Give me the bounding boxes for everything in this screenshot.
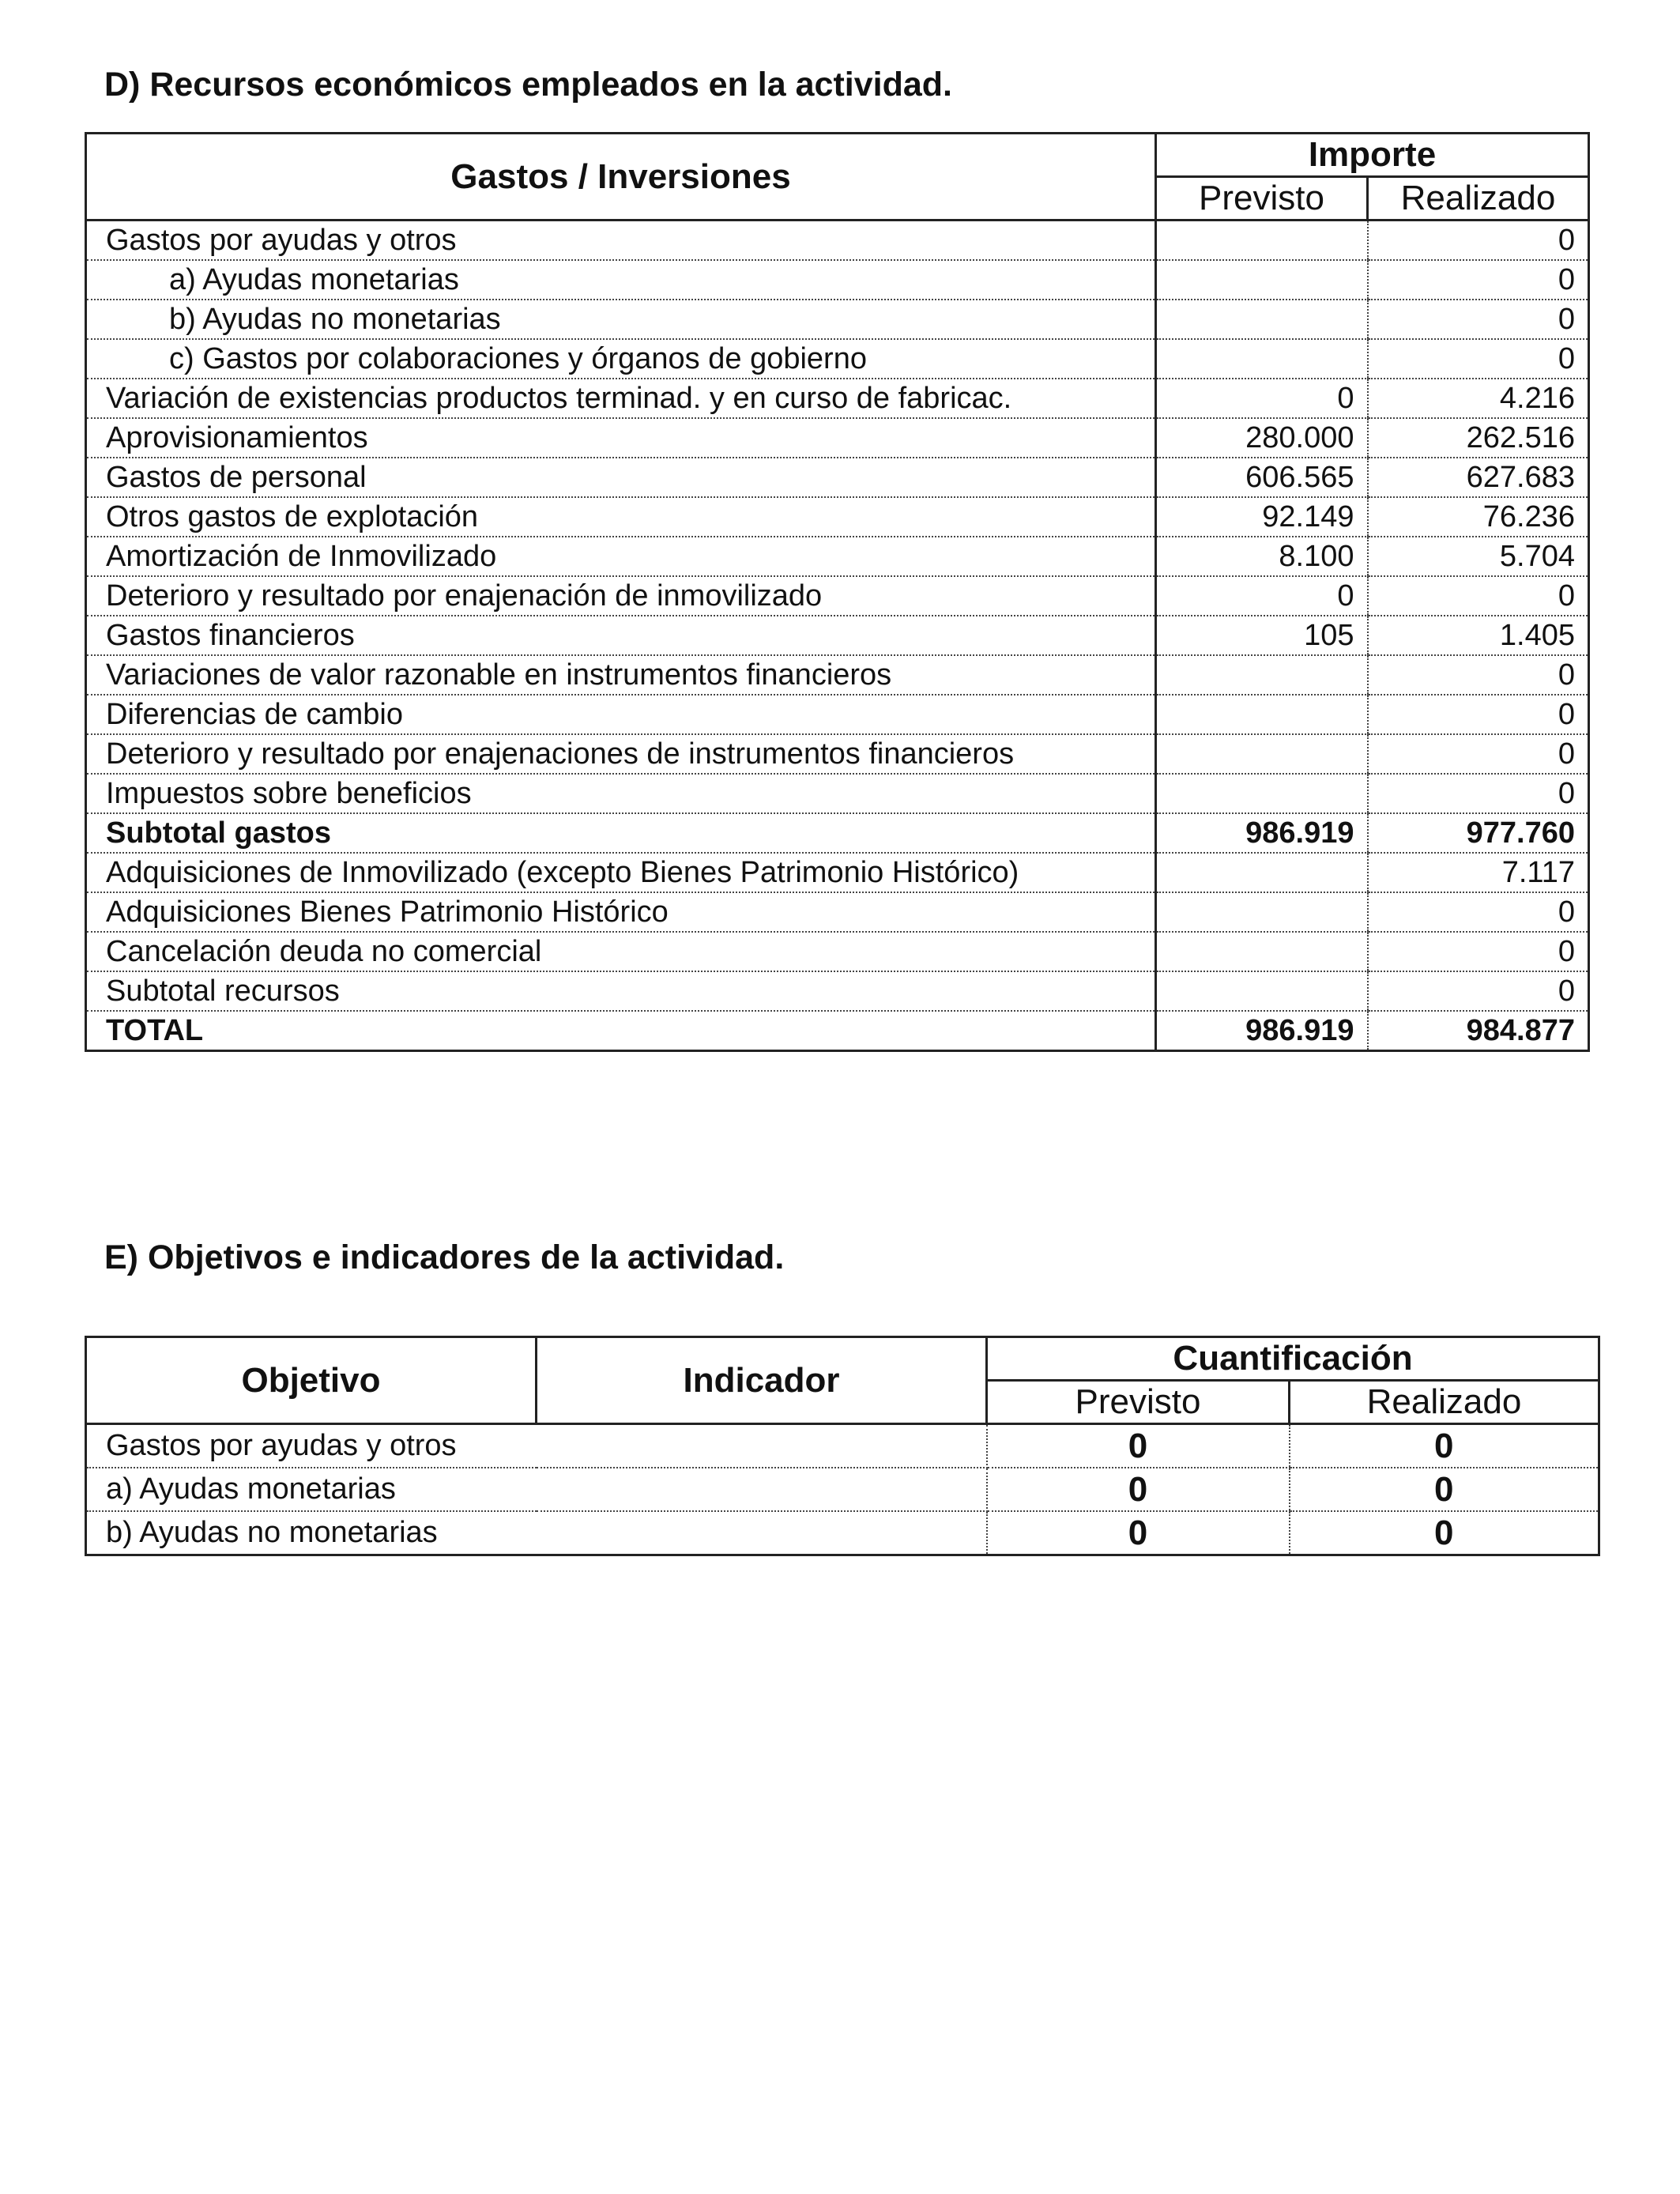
previsto-value: 92.149	[1156, 497, 1368, 537]
table-row	[86, 339, 1589, 379]
previsto-value	[1156, 892, 1368, 932]
row-label: Cancelación deuda no comercial	[86, 932, 1156, 971]
row-label: Variaciones de valor razonable en instrumentos financieros	[86, 655, 1156, 695]
column-header-objetivo: Objetivo	[86, 1337, 537, 1424]
previsto-value: 280.000	[1156, 418, 1368, 458]
realizado-value: 262.516	[1368, 418, 1589, 458]
row-label: Aprovisionamientos	[86, 418, 1156, 458]
previsto-value: 8.100	[1156, 537, 1368, 576]
table-row	[86, 537, 1589, 576]
previsto-value: 606.565	[1156, 458, 1368, 497]
previsto-value: 986.919	[1245, 1014, 1354, 1047]
realizado-value: 627.683	[1368, 458, 1589, 497]
row-label: Gastos financieros	[86, 616, 1156, 655]
realizado-value: 0	[1368, 892, 1589, 932]
previsto-value	[1156, 300, 1368, 339]
realizado-value: 7.117	[1368, 853, 1589, 892]
previsto-value	[1156, 734, 1368, 774]
row-label: Deterioro y resultado por enajenaciones de instrumentos financieros	[86, 734, 1156, 774]
column-header-realizado: Realizado	[1368, 177, 1589, 221]
realizado-value: 0	[1290, 1468, 1599, 1511]
table-row	[86, 458, 1589, 497]
realizado-value: 0	[1290, 1511, 1599, 1555]
column-header-gastos-inversiones: Gastos / Inversiones	[86, 134, 1156, 221]
realizado-value: 0	[1368, 932, 1589, 971]
previsto-value: 105	[1156, 616, 1368, 655]
realizado-value: 0	[1368, 655, 1589, 695]
table-row	[86, 1011, 1589, 1051]
table-row	[86, 418, 1589, 458]
row-label: Deterioro y resultado por enajenación de inmovilizado	[86, 576, 1156, 616]
objectives-table	[85, 1336, 1600, 1556]
table-row	[86, 813, 1589, 853]
row-label: Subtotal recursos	[86, 971, 1156, 1011]
previsto-value	[1156, 932, 1368, 971]
row-label: a) Ayudas monetarias	[86, 1468, 987, 1511]
column-group-importe: Importe	[1156, 134, 1589, 177]
table-row	[86, 1511, 1599, 1555]
table-row	[86, 1424, 1599, 1468]
table-row	[86, 971, 1589, 1011]
table-row	[86, 695, 1589, 734]
realizado-value: 76.236	[1368, 497, 1589, 537]
realizado-value: 0	[1368, 576, 1589, 616]
row-label: Subtotal gastos	[86, 813, 1156, 853]
realizado-value: 977.760	[1368, 813, 1589, 853]
table-row	[86, 932, 1589, 971]
previsto-value	[1156, 853, 1368, 892]
previsto-value: 986.919	[1156, 813, 1368, 853]
column-header-previsto: Previsto	[1156, 177, 1368, 221]
row-label: Gastos de personal	[86, 458, 1156, 497]
previsto-value	[1156, 971, 1368, 1011]
realizado-value: 0	[1368, 221, 1589, 261]
table-row	[86, 853, 1589, 892]
previsto-value	[1156, 339, 1368, 379]
row-label: Amortización de Inmovilizado	[86, 537, 1156, 576]
realizado-value: 0	[1368, 734, 1589, 774]
realizado-value: 984.877	[1368, 1011, 1589, 1051]
table-row	[86, 892, 1589, 932]
previsto-value: 0	[987, 1468, 1290, 1511]
row-label: b) Ayudas no monetarias	[86, 300, 1156, 339]
previsto-value: 0	[987, 1424, 1290, 1468]
previsto-value	[1156, 221, 1368, 261]
column-header-realizado: Realizado	[1290, 1381, 1599, 1424]
section-e-title: E) Objetivos e indicadores de la actividad.	[104, 1238, 785, 1276]
realizado-value: 0	[1290, 1424, 1599, 1468]
column-header-previsto: Previsto	[987, 1381, 1290, 1424]
row-label: TOTAL	[86, 1011, 1156, 1051]
table-row	[86, 379, 1589, 418]
row-label: c) Gastos por colaboraciones y órganos de gobierno	[86, 339, 1156, 379]
row-label: Adquisiciones Bienes Patrimonio Histórico	[86, 892, 1156, 932]
column-group-cuantificacion: Cuantificación	[987, 1337, 1599, 1381]
table-row	[86, 1468, 1599, 1511]
previsto-value: 0	[1128, 1514, 1148, 1552]
previsto-value: 0	[1156, 576, 1368, 616]
table-row	[86, 260, 1589, 300]
column-header-indicador: Indicador	[537, 1337, 987, 1424]
table-row	[86, 616, 1589, 655]
realizado-value: 0	[1368, 695, 1589, 734]
row-label: b) Ayudas no monetarias	[86, 1511, 987, 1555]
row-label: a) Ayudas monetarias	[86, 260, 1156, 300]
previsto-value	[1156, 655, 1368, 695]
row-label: Adquisiciones de Inmovilizado (excepto Bienes Patrimonio Histórico)	[86, 853, 1156, 892]
realizado-value: 1.405	[1368, 616, 1589, 655]
resources-table	[85, 132, 1590, 1052]
table-row	[86, 497, 1589, 537]
realizado-value: 0	[1368, 971, 1589, 1011]
previsto-value	[1156, 774, 1368, 813]
realizado-value: 5.704	[1368, 537, 1589, 576]
table-row	[86, 655, 1589, 695]
row-label: Variación de existencias productos terminad. y en curso de fabricac.	[86, 379, 1156, 418]
row-label: Otros gastos de explotación	[86, 497, 1156, 537]
row-label: Diferencias de cambio	[86, 695, 1156, 734]
row-label: Gastos por ayudas y otros	[86, 1424, 987, 1468]
row-label: Gastos por ayudas y otros	[86, 221, 1156, 261]
table-row	[86, 221, 1589, 261]
realizado-value: 0	[1368, 339, 1589, 379]
previsto-value	[1156, 695, 1368, 734]
section-d-title: D) Recursos económicos empleados en la actividad.	[104, 66, 952, 104]
realizado-value: 0	[1368, 300, 1589, 339]
table-row	[86, 734, 1589, 774]
realizado-value: 0	[1368, 260, 1589, 300]
table-row	[86, 774, 1589, 813]
realizado-value: 4.216	[1368, 379, 1589, 418]
previsto-value: 0	[1156, 379, 1368, 418]
previsto-value	[1156, 260, 1368, 300]
table-row	[86, 300, 1589, 339]
table-row	[86, 576, 1589, 616]
row-label: Impuestos sobre beneficios	[86, 774, 1156, 813]
realizado-value: 0	[1368, 774, 1589, 813]
